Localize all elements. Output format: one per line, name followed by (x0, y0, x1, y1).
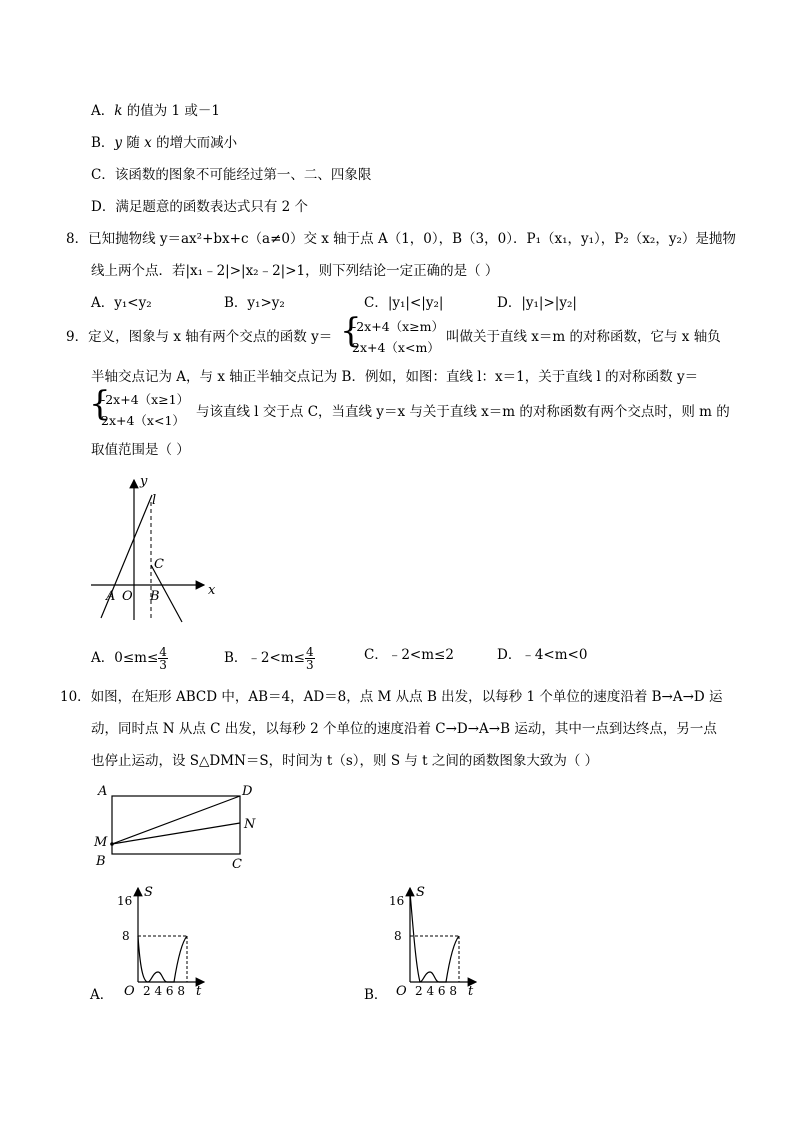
q9-example-piece-bottom: 2x+4（x<1） (101, 413, 185, 428)
point-m (110, 842, 114, 846)
vertex-b-label: B (96, 854, 106, 869)
t-ticks: 2 4 6 8 (143, 984, 185, 998)
q8-option-a: A．y₁<y₂ (91, 295, 152, 311)
q9-example-piece-top: -2x+4（x≥1） (101, 392, 190, 407)
q9-stem-line3: 与该直线 l 交于点 C，当直线 y＝x 与关于直线 x＝m 的对称函数有两个交点时，则 m 的 (196, 404, 730, 420)
q9-option-a: A．0≤m≤ $\frac{4}{3}$ (91, 645, 167, 672)
fraction-four-thirds: $\frac{4}{3}$ (159, 645, 167, 672)
t-label: t (196, 984, 202, 999)
q7-option-c: C．该函数的图象不可能经过第一、二、四象限 (91, 167, 372, 183)
curve-a (138, 936, 187, 982)
y-tick-16: 16 (117, 894, 133, 908)
q10-option-b-label: B． (364, 987, 388, 1003)
q7-option-b: B．y 随 x 的增大而减小 (91, 135, 238, 151)
point-n-label: N (244, 817, 256, 832)
q9-piece-bottom: 2x+4（x<m） (352, 340, 440, 355)
s-label: S (144, 885, 153, 900)
vertex-c-label: C (232, 857, 242, 872)
y-tick-16: 16 (389, 894, 405, 908)
point-b-label: B (150, 589, 160, 604)
left-brace-icon: { (340, 311, 362, 351)
q9-option-d: D．﹣4<m<0 (497, 647, 588, 663)
vertex-a-label: A (98, 784, 108, 799)
y-tick-8: 8 (122, 929, 130, 943)
q10-stem-line2: 动，同时点 N 从点 C 出发，以每秒 2 个单位的速度沿着 C→D→A→B 运动，其中一点到达终点，另一点 (91, 721, 717, 737)
q7-option-a: A．k 的值为 1 或－1 (91, 103, 220, 119)
origin-label: O (124, 984, 135, 999)
q9-piece-top: -2x+4（x≥m） (352, 319, 445, 334)
q10-stem-line1: 10．如图，在矩形 ABCD 中，AB＝4，AD＝8，点 M 从点 B 出发，以每秒 1 个单位的速度沿着 B→A→D 运 (60, 689, 723, 705)
y-axis-label: y (140, 474, 148, 489)
q10-graph-a (110, 882, 220, 1002)
q9-stem-b: 叫做关于直线 x＝m 的对称函数，它与 x 轴负 (446, 329, 721, 345)
point-c-label: C (154, 557, 164, 572)
y-tick-8: 8 (394, 929, 402, 943)
q9-option-c: C．﹣2<m≤2 (364, 647, 454, 663)
q10-rectangle-figure (90, 780, 265, 872)
q9-example-function (89, 384, 194, 431)
q10-stem-line3: 也停止运动，设 S△DMN＝S，时间为 t（s），则 S 与 t 之间的函数图象大致为（ ） (91, 753, 599, 769)
q9-coordinate-figure (86, 470, 221, 630)
q8-option-c: C．|y₁|<|y₂| (364, 295, 444, 311)
segment-mn (112, 823, 240, 844)
t-ticks: 2 4 6 8 (415, 984, 457, 998)
q9-stem-a: 9．定义，图象与 x 轴有两个交点的函数 y＝ (66, 329, 333, 345)
q9-stem-line2: 半轴交点记为 A，与 x 轴正半轴交点记为 B．例如，如图：直线 l：x＝1，关于直线 l 的对称函数 y＝ (91, 369, 699, 385)
x-axis-label: x (208, 583, 216, 598)
line-l-label: l (152, 493, 157, 508)
vertex-d-label: D (242, 784, 253, 799)
q7-option-d: D．满足题意的函数表达式只有 2 个 (91, 199, 308, 215)
origin-label: O (122, 589, 133, 604)
s-label: S (416, 885, 425, 900)
q8-stem-line1: 8．已知抛物线 y＝ax²+bx+c（a≠0）交 x 轴于点 A（1，0），B（3，0）．P₁（x₁，y₁），P₂（x₂，y₂）是抛物 (66, 231, 736, 247)
q9-stem-line4: 取值范围是（ ） (91, 442, 190, 458)
q8-option-b: B．y₁>y₂ (224, 295, 285, 311)
fraction-four-thirds: $\frac{4}{3}$ (305, 645, 314, 672)
q10-option-a-label: A． (90, 987, 114, 1003)
q9-piecewise-function (340, 311, 445, 358)
q9-option-b: B．﹣2<m≤ $\frac{4}{3}$ (224, 645, 314, 672)
t-label: t (468, 984, 474, 999)
q10-graph-b (382, 882, 492, 1002)
segment-md (112, 796, 240, 844)
curve-b (410, 892, 459, 982)
point-a-label: A (106, 589, 116, 604)
rectangle-abcd (112, 796, 240, 854)
left-brace-icon: { (89, 384, 111, 424)
q8-stem-line2: 线上两个点．若|x₁﹣2|>|x₂﹣2|>1，则下列结论一定正确的是（ ） (91, 263, 499, 279)
origin-label: O (396, 984, 407, 999)
point-m-label: M (94, 835, 108, 850)
q8-option-d: D．|y₁|>|y₂| (497, 295, 577, 311)
